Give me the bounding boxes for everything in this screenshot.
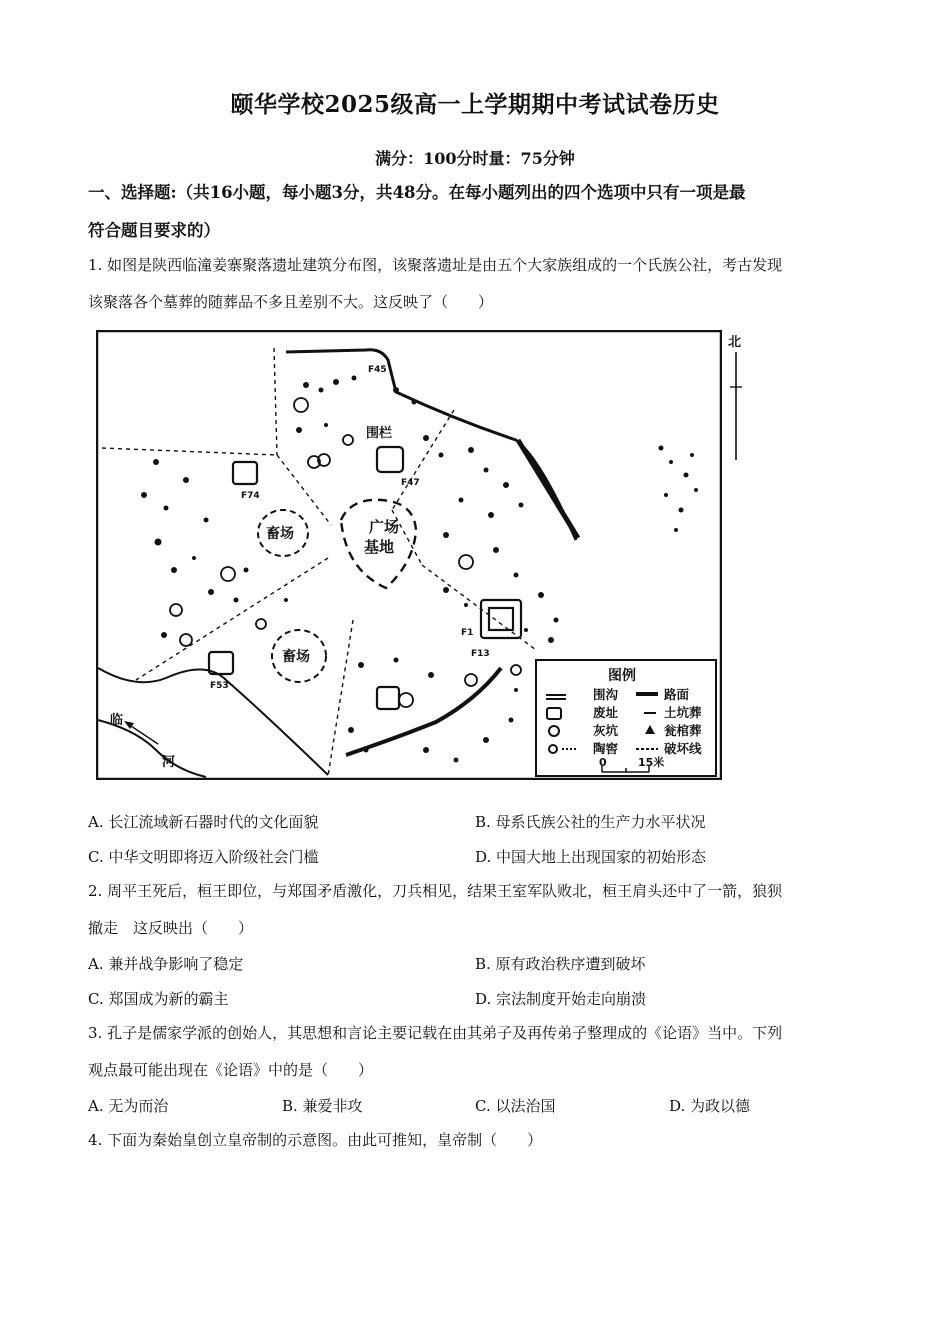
svg-text:土坑葬: 土坑葬: [664, 705, 702, 720]
svg-text:瓮棺葬: 瓮棺葬: [664, 723, 702, 738]
jiangzhai-settlement-map: [96, 330, 722, 780]
plaza-label-1: 广场: [369, 518, 400, 536]
svg-text:破坏线: 破坏线: [664, 741, 702, 756]
animal-pen-top-label: 畜场: [266, 526, 294, 542]
river-label-1: 临: [110, 713, 124, 728]
question-2-option-d[interactable]: D. 宗法制度开始走向崩溃: [475, 990, 647, 1008]
question-3-option-c[interactable]: C. 以法治国: [475, 1097, 556, 1115]
question-2-stem-line2: 撤走 这反映出（ ）: [88, 919, 254, 937]
svg-text:F53: F53: [210, 681, 229, 691]
question-1-option-d[interactable]: D. 中国大地上出现国家的初始形态: [475, 848, 707, 866]
question-3-option-d[interactable]: D. 为政以德: [669, 1097, 751, 1115]
scale-zero: 0: [599, 756, 607, 769]
svg-text:陶窖: 陶窖: [593, 741, 619, 756]
svg-text:路面: 路面: [664, 687, 690, 702]
question-3-stem-line1: 3. 孔子是儒家学派的创始人，其思想和言论主要记载在由其弟子及再传弟子整理成的《论语》当中。下列: [88, 1024, 783, 1042]
animal-pen-bottom-label: 畜场: [282, 649, 310, 665]
section-heading-line1: 一、选择题:（共16小题，每小题3分，共48分。在每小题列出的四个选项中只有一项是最: [88, 183, 746, 202]
svg-text:废址: 废址: [593, 705, 619, 720]
question-1-option-a[interactable]: A. 长江流域新石器时代的文化面貌: [88, 813, 319, 831]
svg-text:灰坑: 灰坑: [593, 723, 619, 738]
question-4-stem-line1: 4. 下面为秦始皇创立皇帝制的示意图。由此可推知，皇帝制（ ）: [88, 1131, 543, 1149]
page-title: 颐华学校2025级高一上学期期中考试试卷历史: [230, 91, 720, 118]
svg-text:F13: F13: [471, 649, 490, 659]
question-1-stem-line1: 1. 如图是陕西临潼姜寨聚落遗址建筑分布图，该聚落遗址是由五个大家族组成的一个氏族公社，考古发现: [88, 256, 783, 274]
question-3-option-a[interactable]: A. 无为而治: [88, 1097, 169, 1115]
svg-text:北: 北: [728, 335, 742, 350]
section-heading-line2: 符合题目要求的）: [88, 221, 220, 240]
scale-label: 15米: [638, 756, 665, 769]
question-2-option-c[interactable]: C. 郑国成为新的霸主: [88, 990, 229, 1008]
svg-text:F1: F1: [461, 628, 474, 638]
question-1-option-c[interactable]: C. 中华文明即将迈入阶级社会门槛: [88, 848, 319, 866]
question-2-stem-line1: 2. 周平王死后，桓王即位，与郑国矛盾激化，刀兵相见，结果王室军队败北，桓王肩头还中了一箭，狼狈: [88, 882, 783, 900]
svg-text:F45: F45: [368, 365, 387, 375]
legend-title: 图例: [608, 668, 636, 684]
question-2-option-a[interactable]: A. 兼并战争影响了稳定: [88, 955, 244, 973]
fence-label: 围栏: [366, 426, 393, 441]
question-1-option-b[interactable]: B. 母系氏族公社的生产力水平状况: [475, 813, 706, 831]
question-1-stem-line2: 该聚落各个墓葬的随葬品不多且差别不大。这反映了（ ）: [88, 293, 494, 311]
plaza-label-2: 基地: [364, 538, 395, 556]
question-3-option-b[interactable]: B. 兼爱非攻: [282, 1097, 363, 1115]
river-label-2: 河: [162, 755, 176, 770]
question-3-stem-line2: 观点最可能出现在《论语》中的是（ ）: [88, 1061, 374, 1079]
svg-text:F47: F47: [401, 478, 420, 488]
north-arrow-icon: [726, 332, 748, 462]
question-2-option-b[interactable]: B. 原有政治秩序遭到破坏: [475, 955, 646, 973]
score-line: 满分：100分时量：75分钟: [375, 149, 575, 168]
svg-text:围沟: 围沟: [593, 687, 619, 702]
svg-text:F74: F74: [241, 491, 260, 501]
